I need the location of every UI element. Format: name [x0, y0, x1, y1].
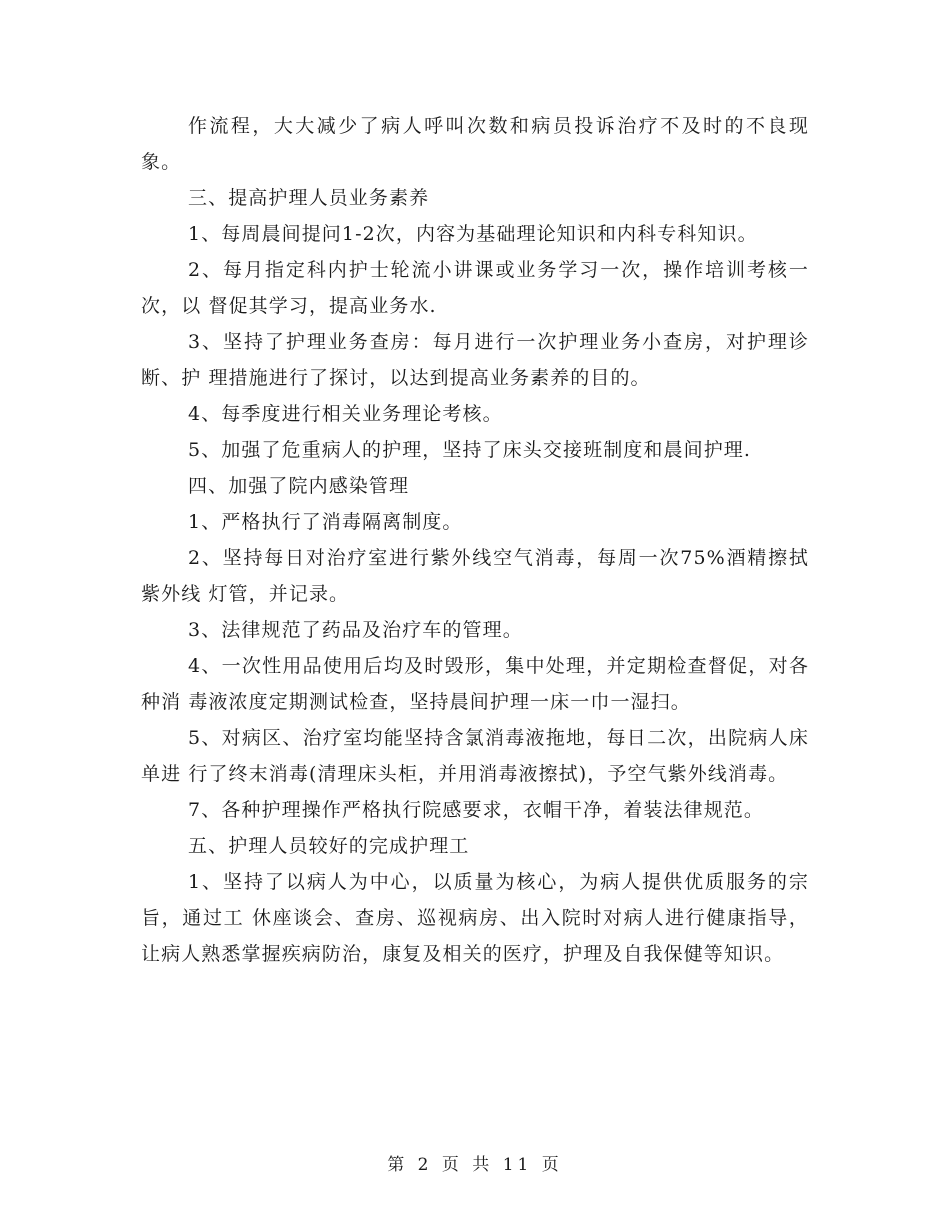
paragraph-4: 2、每月指定科内护士轮流小讲课或业务学习一次，操作培训考核一次，以 督促其学习，提高业务水.	[141, 259, 809, 317]
paragraph-9: 1、严格执行了消毒隔离制度。	[188, 511, 463, 533]
paragraph-13: 5、对病区、治疗室均能坚持含氯消毒液拖地，每日二次，出院病人床单进 行了终末消毒(清理床头柜，并用消毒液擦拭)，予空气紫外线消毒。	[141, 727, 809, 785]
paragraph-6: 4、每季度进行相关业务理论考核。	[188, 403, 503, 425]
section-heading-5: 五、护理人员较好的完成护理工	[188, 835, 470, 857]
paragraph-1: 作流程，大大减少了病人呼叫次数和病员投诉治疗不及时的不良现象。	[141, 115, 809, 173]
paragraph-3: 1、每周晨间提问1-2次，内容为基础理论知识和内科专科知识。	[188, 223, 758, 245]
paragraph-11: 3、法律规范了药品及治疗车的管理。	[188, 619, 523, 641]
paragraph-16: 1、坚持了以病人为中心，以质量为核心，为病人提供优质服务的宗旨，通过工 休座谈会、查房、巡视病房、出入院时对病人进行健康指导，让病人熟悉掌握疾病防治，康复及相关的医疗，护理及自我保健等知识。	[141, 871, 809, 965]
paragraph-12: 4、一次性用品使用后均及时毁形，集中处理，并定期检查督促，对各种消 毒液浓度定期测试检查，坚持晨间护理一床一巾一湿扫。	[141, 655, 809, 713]
page-number-footer: 第 2 页 共 11 页	[387, 1155, 563, 1175]
section-heading-3: 三、提高护理人员业务素养	[188, 187, 430, 209]
document-body	[141, 108, 809, 972]
paragraph-5: 3、坚持了护理业务查房：每月进行一次护理业务小查房，对护理诊断、护 理措施进行了探讨，以达到提高业务素养的目的。	[141, 331, 809, 389]
paragraph-7: 5、加强了危重病人的护理，坚持了床头交接班制度和晨间护理.	[188, 439, 752, 461]
section-heading-4: 四、加强了院内感染管理	[188, 475, 410, 497]
paragraph-14: 7、各种护理操作严格执行院感要求，衣帽干净，着装法律规范。	[188, 799, 764, 821]
paragraph-10: 2、坚持每日对治疗室进行紫外线空气消毒，每周一次75%酒精擦拭紫外线 灯管，并记录。	[141, 547, 809, 605]
